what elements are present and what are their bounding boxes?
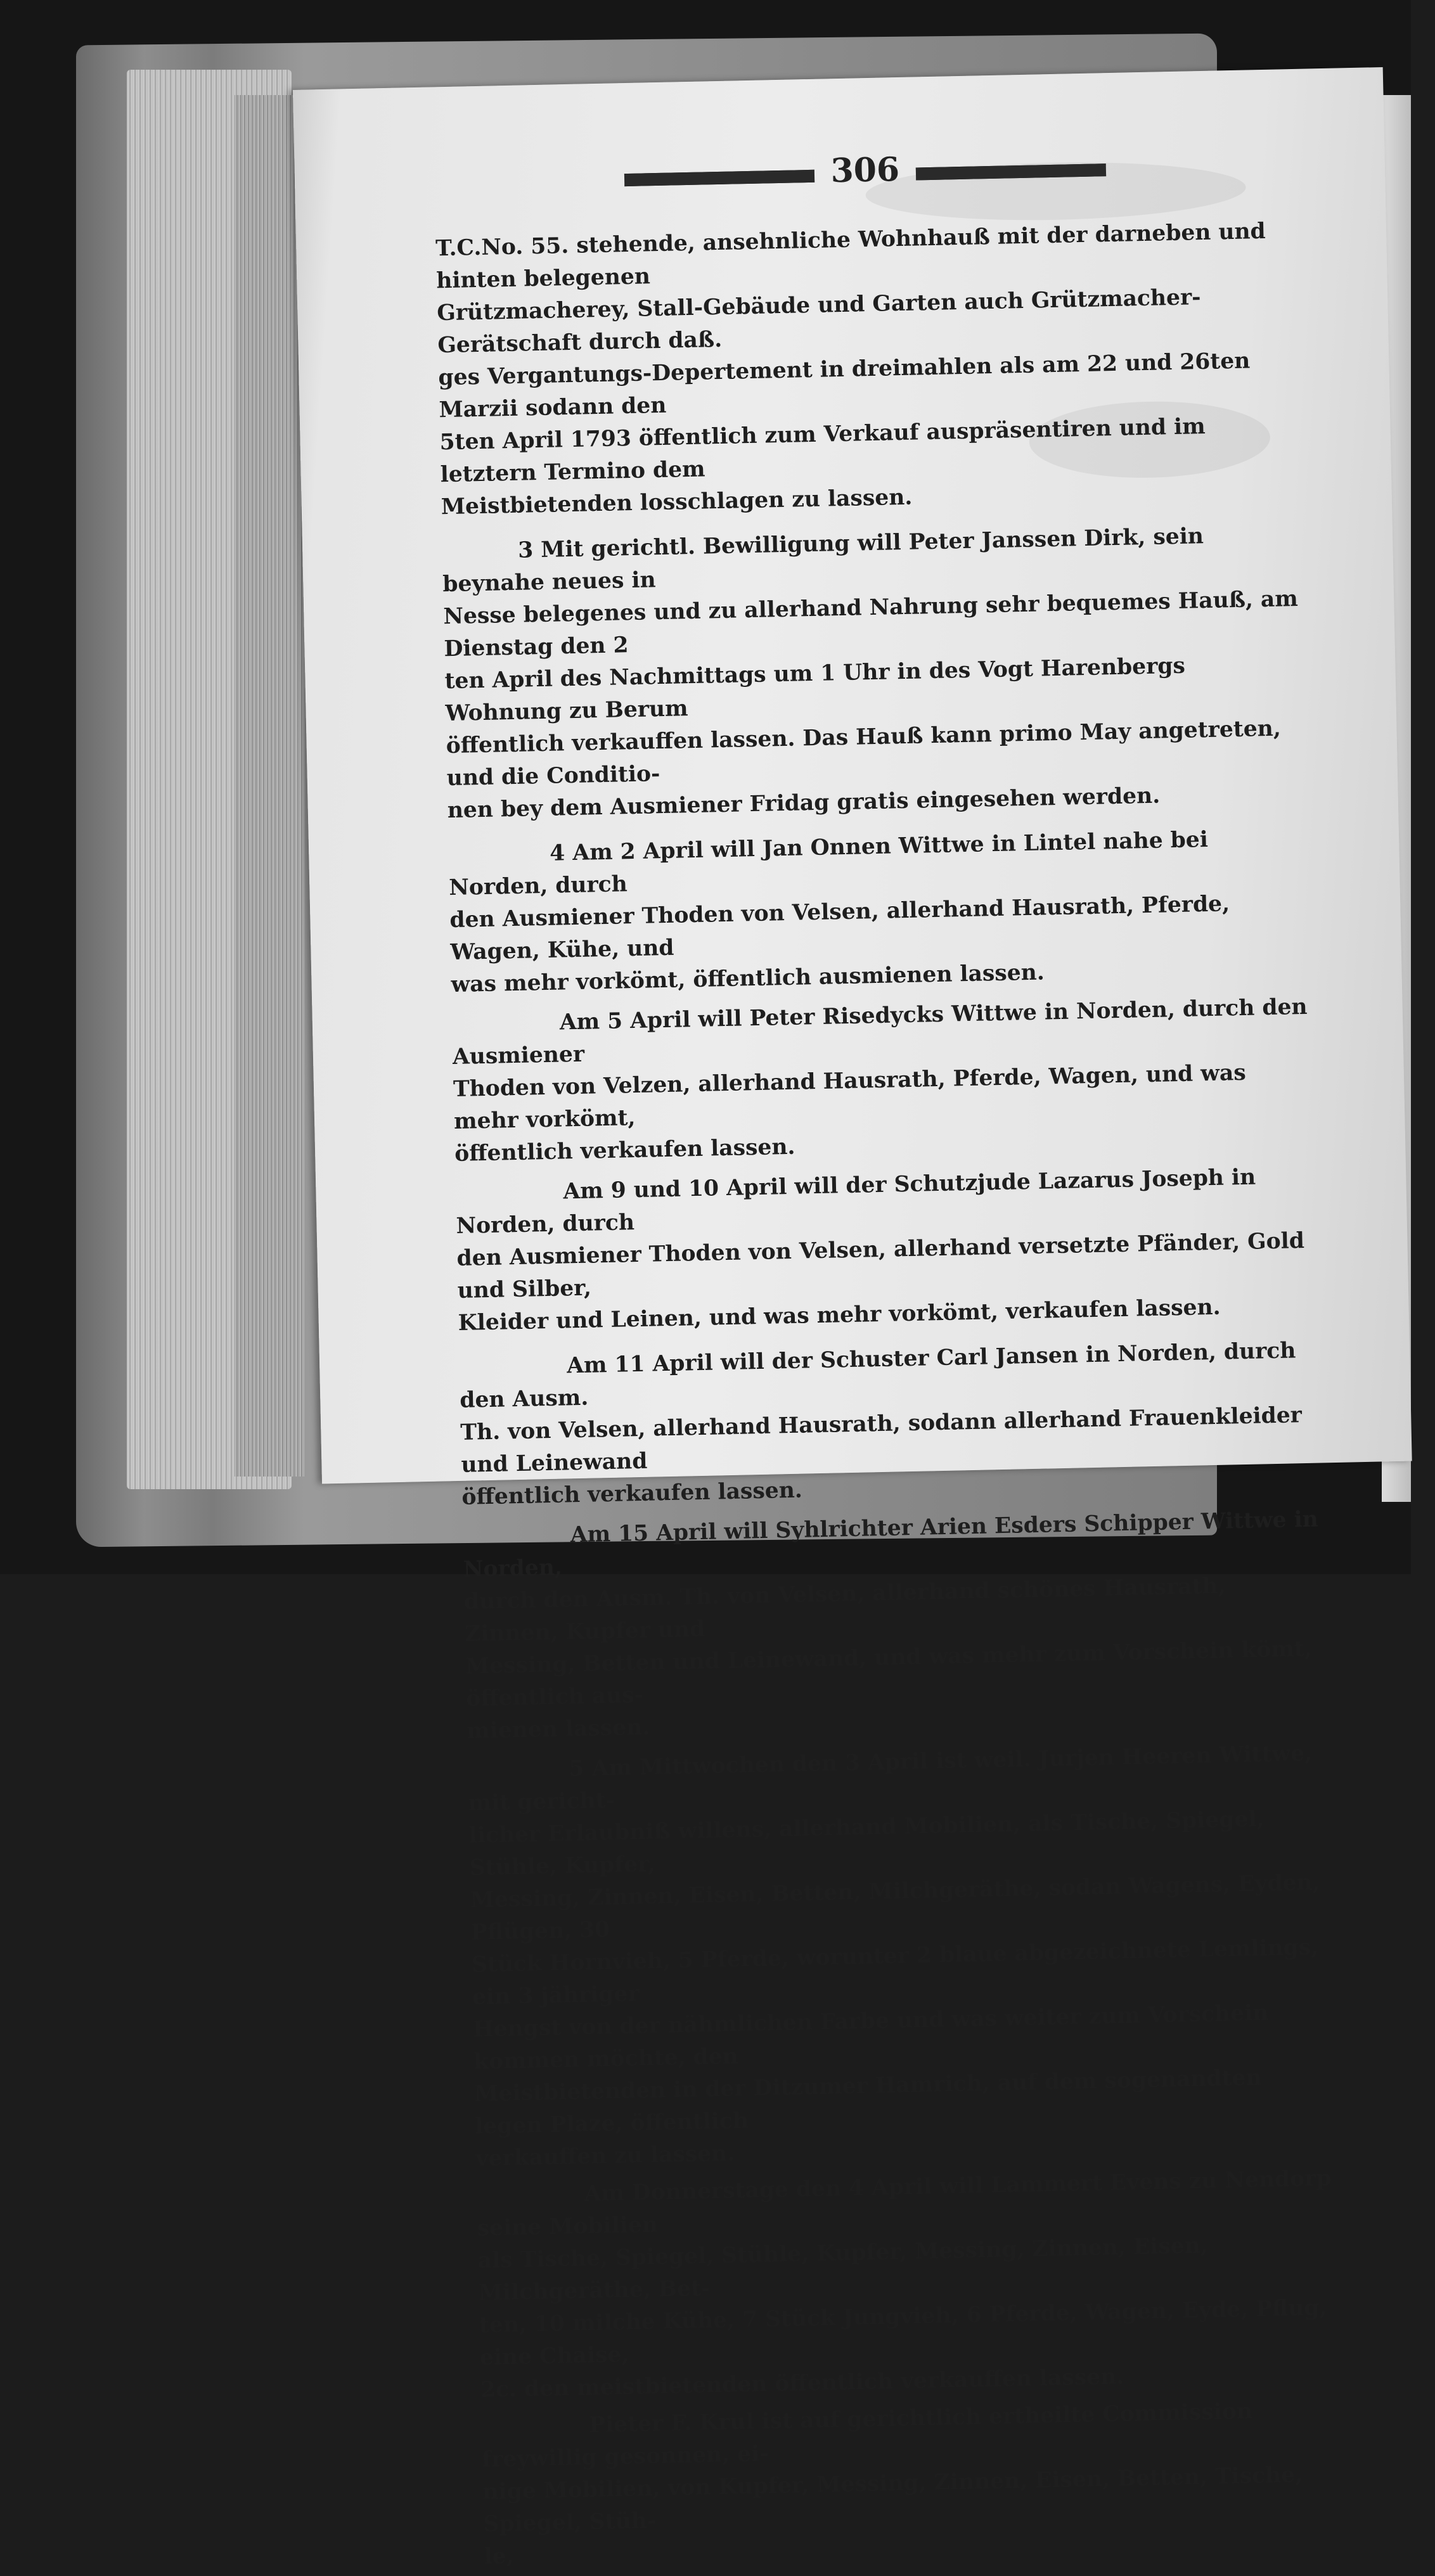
paragraph: T.C.No. 55. stehende, ansehnliche Wohnhauß mit der darneben und hinten belegenen Grützmacherey, Stall-Gebäude und Garten auch Grützmacher-Gerätschaft durch daß. ges Vergantungs-Depertement in dreimahlen als am 22 und 26ten Marzii sodann den 5ten April 1793 öffentlich zum Verkauf auspräsentiren und im letztern Termino dem Meistbietenden losschlagen zu lassen. (435, 218, 1266, 520)
paragraph: 5 Am Mittwochen den 3 April ist weil. Jurjen Heeren Wittwe, mit gericht- licher Erlaubniß willens, allerhand Mobilien, als Tische, Spiegel, Stühle, Kupfer, Messing, Zinnen, Eisen, Betten, Milchgeräthe, sodan Wagens, Eyden, Pflügen, 30 Stück Hornvieh, 5 Pferde, worunter 2 blaue abgezeichnete Lemlings, ein 3 jähriger Hengst von der nähmlichen Farbe und was weiter zum Vorschein kommen möchte, den Meistbietenden in der Ditzumer Hamrich, auf dem sogenandten legen Plaze, öffentlich verkauffen zu lassen. (468, 1740, 1321, 2172)
header-rule-right (916, 163, 1106, 180)
paragraph: 4 Am 2 April will Jan Onnen Wittwe in Lintel nahe bei Norden, durch den Ausmiener Thoden von Velsen, allerhand Hausrath, Pferde, Wagen, Kühe, und was mehr vorkömt, öffentlich ausmienen lassen. (449, 827, 1230, 998)
paragraph: Am 11 April will der Schuster Carl Jansen in Norden, durch den Ausm. Th. von Velsen, allerhand Hausrath, sodann allerhand Frauenkleider und Leinewand öffentlich verkaufen lassen. (459, 1338, 1303, 1510)
paragraph: Pieter F. Krul ist auf gerichtlich ertheilte Commission freywillig gesonnen, ei- nige Mobilien, von Kupfer, Messing, Zinnen, Eisen, Betten, Tische, Spiegel, Stüh- le, (481, 2399, 1303, 2570)
body-text (435, 215, 1346, 2573)
paragraph: Am 5 April will Peter Risedycks Wittwe in Norden, durch den Ausmiener Thoden von Velzen, allerhand Hausrath, Pferde, Wagen, und was mehr vorkömt, öffentlich verkaufen lassen. (452, 994, 1308, 1167)
page-number: 306 (830, 150, 900, 191)
printed-page (293, 67, 1412, 2570)
paragraph: Am Donnerstage den 4 April will Lammert Evens zu Nendorp seine Mobilien als Tische, Spiegel, Stühle, Kupfer, Messing, Zinnen, Eisen, Milchgeräthe, Bet- ten, 10 milche Kühe, 7 Stück Jungvieh, 6 Pferde, Wagen, Eyde, Pflug, eine Chaise, 2c. den meistbietenden öffentlich verkauffen lassen. (477, 2165, 1332, 2403)
paragraph: Am 9 und 10 April will der Schutzjude Lazarus Joseph in Norden, durch den Ausmiener Thoden von Velsen, allerhand versetzte Pfänder, Gold und Silber, Kleider und Leinen, und was mehr vorkömt, verkaufen lassen. (456, 1164, 1305, 1336)
paragraph: Am 15 April will Syhlrichter Arien Esders Schipper Wittwe in Norden, durch den Ausm. Th. von Velsen, allerhand schönes Hausrath, Zinnen, Kupfer und Messing, Betten und Leinewand, und was mehr zum Vorschein kömt, öffentlich aus- mienen lassen. (463, 1506, 1319, 1744)
header-rule-left (624, 170, 814, 186)
page-edges (235, 95, 304, 1477)
paragraph: 3 Mit gerichtl. Bewilligung will Peter Janssen Dirk, sein beynahe neues in Nesse belegenes und zu allerhand Nahrung sehr bequemes Hauß, am Dienstag den 2 ten April des Nachmittags um 1 Uhr in des Vogt Harenbergs Wohnung zu Berum öffentlich verkauffen lassen. Das Hauß kann primo May angetreten, und die Conditio- nen bey dem Ausmiener Fridag gratis eingesehen werden. (442, 523, 1299, 824)
